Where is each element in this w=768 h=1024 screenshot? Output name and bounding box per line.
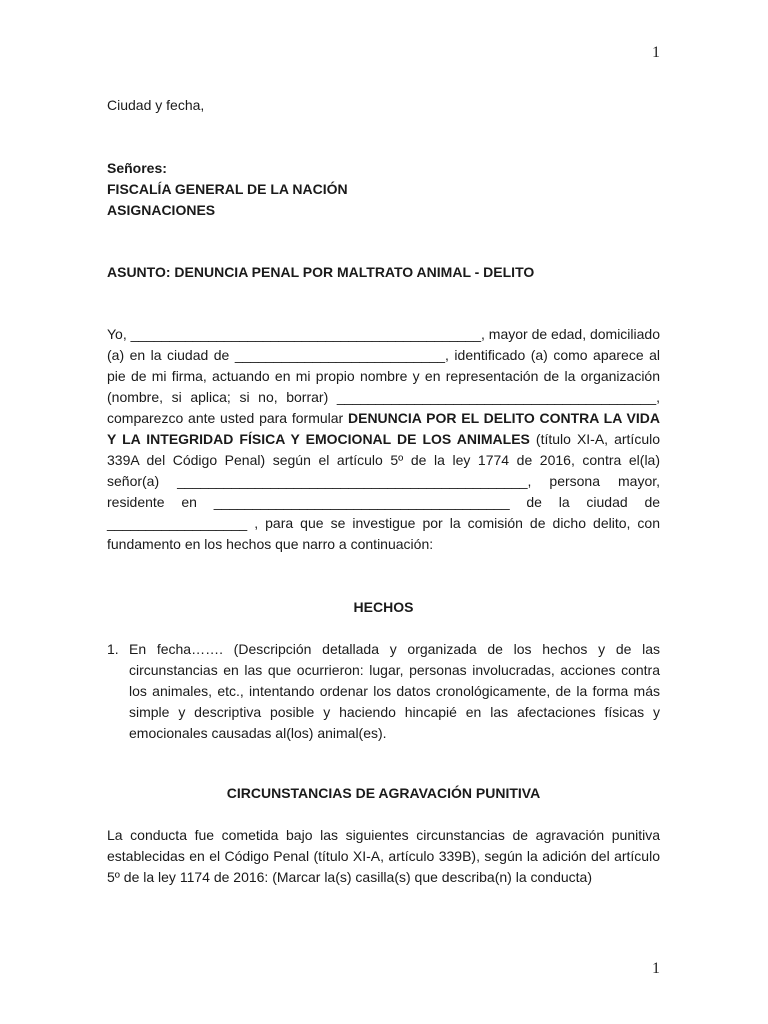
page-number-top: 1	[652, 44, 660, 61]
document-body	[107, 95, 660, 888]
blank-city-2[interactable]: __________________	[107, 515, 248, 531]
blank-accused[interactable]: _____________________________________________	[177, 473, 528, 489]
addressee-line-2: ASIGNACIONES	[107, 202, 216, 218]
subject-line: ASUNTO: DENUNCIA PENAL POR MALTRATO ANIMAL - DELITO	[107, 264, 535, 280]
intro-crime-bold: DENUNCIA POR EL DELITO CONTRA LA VIDA Y LA INTEGRIDAD FÍSICA Y EMOCIONAL DE LOS ANIMALES	[107, 410, 661, 447]
intro-text-3: , identificado (a) como aparece al pie de mi firma, actuando en mi propio nombre y en representación de la organización (nombre, si aplica; si no, borrar)	[107, 347, 660, 405]
blank-city[interactable]: ___________________________	[234, 347, 446, 363]
agravacion-paragraph: La conducta fue cometida bajo las siguientes circunstancias de agravación punitiva establecidas en el Código Penal (título XI-A, artículo 339B), según la adición del artículo 5º de la ley 1174 de 2016: (Marcar la(s) casilla(s) que describa(n) la conducta)	[107, 827, 660, 885]
addressee-salutation: Señores:	[107, 160, 167, 176]
agravacion-heading: CIRCUNSTANCIAS DE AGRAVACIÓN PUNITIVA	[226, 785, 541, 801]
intro-text-1: Yo,	[107, 326, 127, 342]
intro-text-5: (título XI-A, artículo 339A del Código Penal) según el artículo 5º de la ley 1774 de 2016, contra el(la) señor(a)	[107, 431, 660, 489]
blank-residence[interactable]: ______________________________________	[213, 494, 510, 510]
page-number-bottom: 1	[652, 960, 660, 977]
hechos-heading: HECHOS	[353, 599, 414, 615]
addressee-line-1: FISCALÍA GENERAL DE LA NACIÓN	[107, 181, 348, 197]
intro-text-7: de la ciudad de	[526, 494, 661, 510]
list-item	[107, 639, 660, 744]
list-item-text: En fecha……. (Descripción detallada y organizada de los hechos y de las circunstancias en las que ocurrieron: lugar, personas involucradas, acciones contra los animales, etc., intentando ordenar los datos cronológicamente, de la forma más simple y descriptiva posible y haciendo hincapié en las afectaciones físicas y emocionales causadas al(los) animal(es).	[129, 641, 660, 741]
intro-text-6: , persona mayor, residente en	[107, 473, 661, 510]
intro-text-8: , para que se investigue por la comisión de dicho delito, con fundamento en los hechos que narro a continuación:	[107, 515, 661, 552]
date-line: Ciudad y fecha,	[107, 97, 205, 113]
blank-organization[interactable]: _________________________________________	[336, 389, 657, 405]
list-item-number: 1.	[107, 641, 119, 657]
intro-text-2: , mayor de edad, domiciliado (a) en la ciudad de	[107, 326, 661, 363]
intro-text-4: , comparezco ante usted para formular	[107, 389, 660, 426]
intro-paragraph	[107, 324, 660, 555]
blank-name[interactable]: _____________________________________________	[130, 326, 482, 342]
